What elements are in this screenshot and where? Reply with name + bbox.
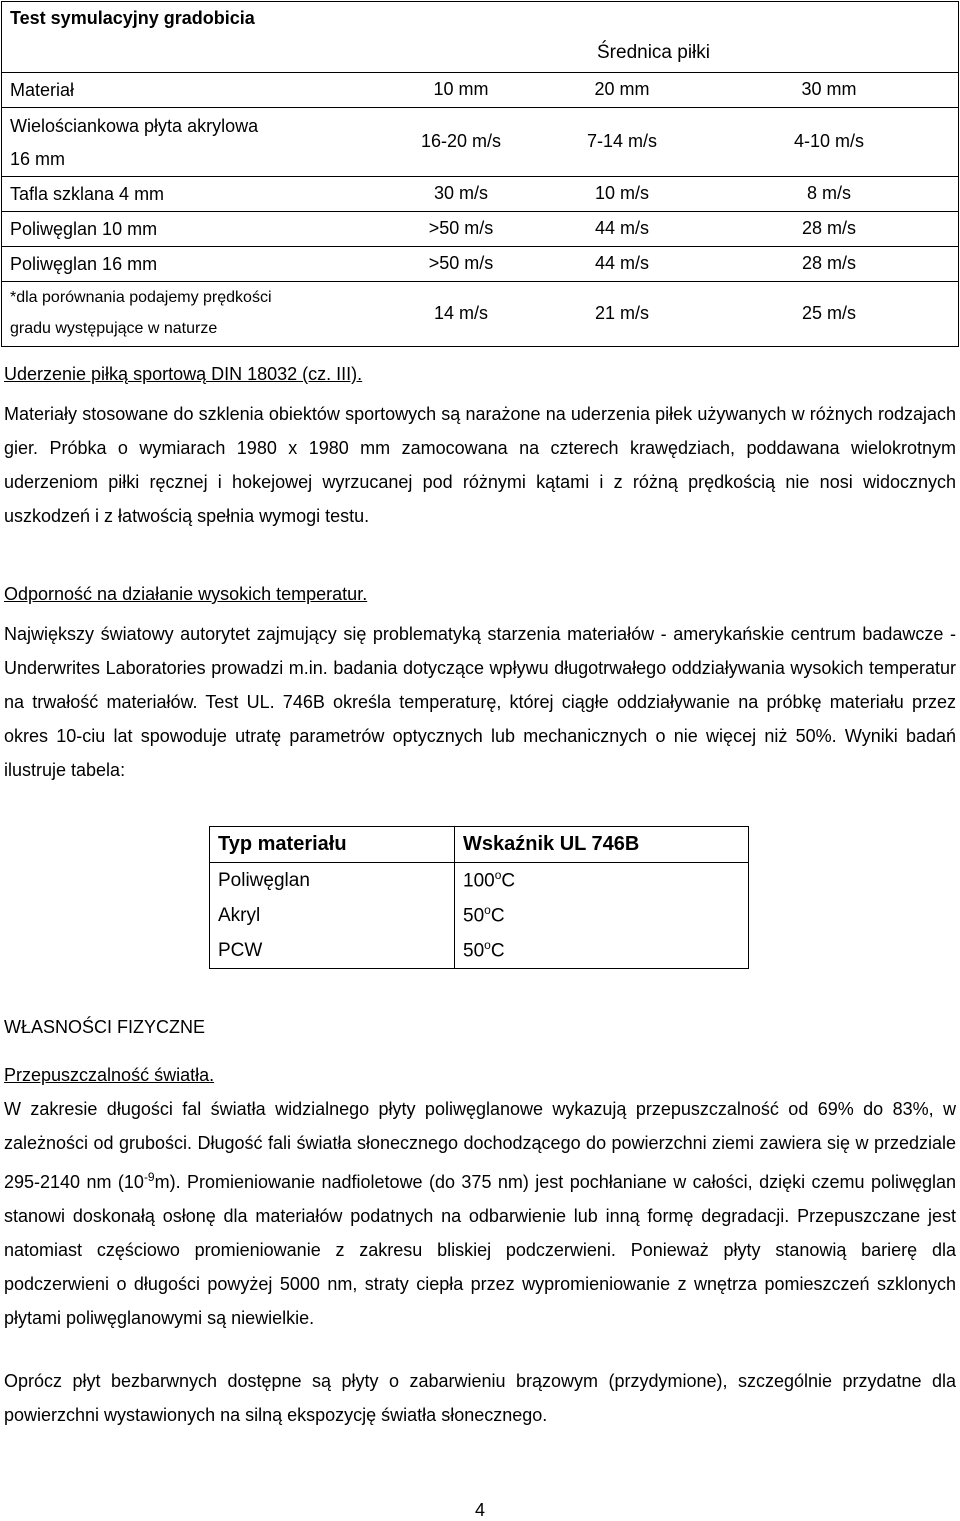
table-header-row bbox=[2, 72, 958, 107]
ball-diameter-header: Średnica piłki bbox=[597, 42, 710, 63]
material-header: Materiał bbox=[10, 80, 75, 100]
row-label: Tafla szklana 4 mm bbox=[10, 184, 165, 204]
paragraph-text: W zakresie długości fal światła widzialnego płyty poliwęglanowe wykazują przepuszczalność od 69% do 83%, w zależności od grubości. Długość fali światła słonecznego dochodzącego do powierzchni ziemi zawiera się w przedziale 295-2140 nm (10 bbox=[4, 1099, 956, 1192]
temp-number: 100 bbox=[463, 870, 495, 892]
paragraph-text-cont: m). Promieniowanie nadfioletowe (do 375 nm) jest pochłaniane w całości, dzięki czemu poliwęglan stanowi doskonałą osłonę dla materiałów podatnych na odbarwienie lub inną formę degradacji. Przepuszczane jest natomiast częściowo promieniowanie z zakresu bliskiej podczerwieni. Ponieważ płyty stanowią barierę dla podczerwieni o długości powyżej 5000 nm, straty ciepła przez wypromieniowanie z wnętrza pomieszczeń szklonych płytami poliwęglanowymi są niewielkie. bbox=[4, 1172, 957, 1328]
col-30mm-header: 30 mm bbox=[801, 79, 857, 99]
table-row bbox=[2, 107, 958, 176]
table-row bbox=[210, 933, 749, 969]
degree-sup: o bbox=[484, 938, 491, 953]
temp-number: 50 bbox=[463, 905, 485, 927]
cell-30mm: 4-10 m/s bbox=[793, 131, 865, 151]
row-label-line2: 16 mm bbox=[10, 149, 66, 169]
impact-heading: Uderzenie piłką sportową DIN 18032 (cz. III). bbox=[4, 364, 363, 384]
material-name: PCW bbox=[210, 933, 455, 969]
exponent: -9 bbox=[143, 1170, 155, 1184]
cell-30mm: 25 m/s bbox=[801, 303, 857, 323]
table-row-comparison bbox=[2, 281, 958, 346]
table-row bbox=[210, 898, 749, 933]
temperature-value bbox=[455, 933, 749, 969]
col-10mm-header: 10 mm bbox=[433, 79, 489, 99]
table-row bbox=[2, 246, 958, 281]
temp-unit: C bbox=[501, 870, 516, 892]
cell-20mm: 44 m/s bbox=[594, 218, 650, 238]
table-row bbox=[2, 176, 958, 211]
hail-test-title: Test symulacyjny gradobicia bbox=[10, 8, 255, 28]
table-row bbox=[210, 863, 749, 899]
temperature-value bbox=[455, 898, 749, 933]
row-label: Poliwęglan 10 mm bbox=[10, 219, 158, 239]
hail-test-table bbox=[1, 1, 959, 347]
page-number: 4 bbox=[474, 1500, 485, 1520]
degree-sup: o bbox=[484, 903, 491, 918]
material-name: Akryl bbox=[210, 898, 455, 933]
cell-30mm: 8 m/s bbox=[806, 183, 851, 203]
cell-30mm: 28 m/s bbox=[801, 253, 857, 273]
ul746b-table bbox=[209, 826, 749, 969]
row-label: Poliwęglan 16 mm bbox=[10, 254, 158, 274]
temperature-heading: Odporność na działanie wysokich temperatur. bbox=[4, 584, 368, 604]
ul-index-header: Wskaźnik UL 746B bbox=[455, 827, 749, 863]
col-20mm-header: 20 mm bbox=[594, 79, 650, 99]
material-name: Poliwęglan bbox=[210, 863, 455, 899]
temperature-paragraph: Największy światowy autorytet zajmujący się problematyką starzenia materiałów - amerykańskie centrum badawcze - Underwrites Laboratories prowadzi m.in. badania dotyczące wpływu długotrwałego oddziaływania wysokich temperatur na trwałość materiałów. Test UL. 746B określa temperaturę, której ciągłe oddziaływanie na próbkę materiału przez okres 10-ciu lat spowoduje utratę parametrów optycznych lub mechanicznych o nie więcej niż 50%. Wyniki badań ilustruje tabela: bbox=[4, 624, 956, 780]
cell-20mm: 44 m/s bbox=[594, 253, 650, 273]
impact-paragraph: Materiały stosowane do szklenia obiektów sportowych są narażone na uderzenia piłek używanych w różnych rodzajach gier. Próbka o wymiarach 1980 x 1980 mm zamocowana na czterech krawędziach, poddawana wielokrotnym uderzeniom piłki ręcznej i hokejowej wyrzucanej pod różnymi kątami i z różną prędkością nie nosi widocznych uszkodzeń i z łatwością spełnia wymogi testu. bbox=[4, 404, 956, 526]
cell-20mm: 10 m/s bbox=[594, 183, 650, 203]
cell-20mm: 7-14 m/s bbox=[586, 131, 658, 151]
cell-10mm: >50 m/s bbox=[428, 253, 494, 273]
table-row bbox=[2, 211, 958, 246]
material-type-header: Typ materiału bbox=[210, 827, 455, 863]
table-header-row bbox=[210, 827, 749, 863]
temperature-value bbox=[455, 863, 749, 899]
temp-unit: C bbox=[490, 905, 505, 927]
row-label: *dla porównania podajemy prędkości bbox=[10, 289, 272, 306]
row-label: Wielościankowa płyta akrylowa bbox=[10, 116, 259, 136]
cell-10mm: 30 m/s bbox=[433, 183, 489, 203]
degree-sup: o bbox=[494, 868, 502, 883]
cell-20mm: 21 m/s bbox=[594, 303, 650, 323]
temp-unit: C bbox=[490, 940, 505, 962]
cell-10mm: >50 m/s bbox=[428, 218, 494, 238]
physical-properties-title: WŁASNOŚCI FIZYCZNE bbox=[4, 1017, 206, 1037]
row-label-line2: gradu występujące w naturze bbox=[10, 320, 218, 337]
light-transmission-heading: Przepuszczalność światła. bbox=[4, 1065, 215, 1085]
light-transmission-paragraph bbox=[4, 1092, 956, 1335]
tinted-sheets-paragraph: Oprócz płyt bezbarwnych dostępne są płyty o zabarwieniu brązowym (przydymione), szczególnie przydatne dla powierzchni wystawionych na silną ekspozycję światła słonecznego. bbox=[4, 1371, 956, 1425]
cell-10mm: 16-20 m/s bbox=[420, 131, 502, 151]
cell-30mm: 28 m/s bbox=[801, 218, 857, 238]
temp-number: 50 bbox=[463, 940, 485, 962]
cell-10mm: 14 m/s bbox=[433, 303, 489, 323]
